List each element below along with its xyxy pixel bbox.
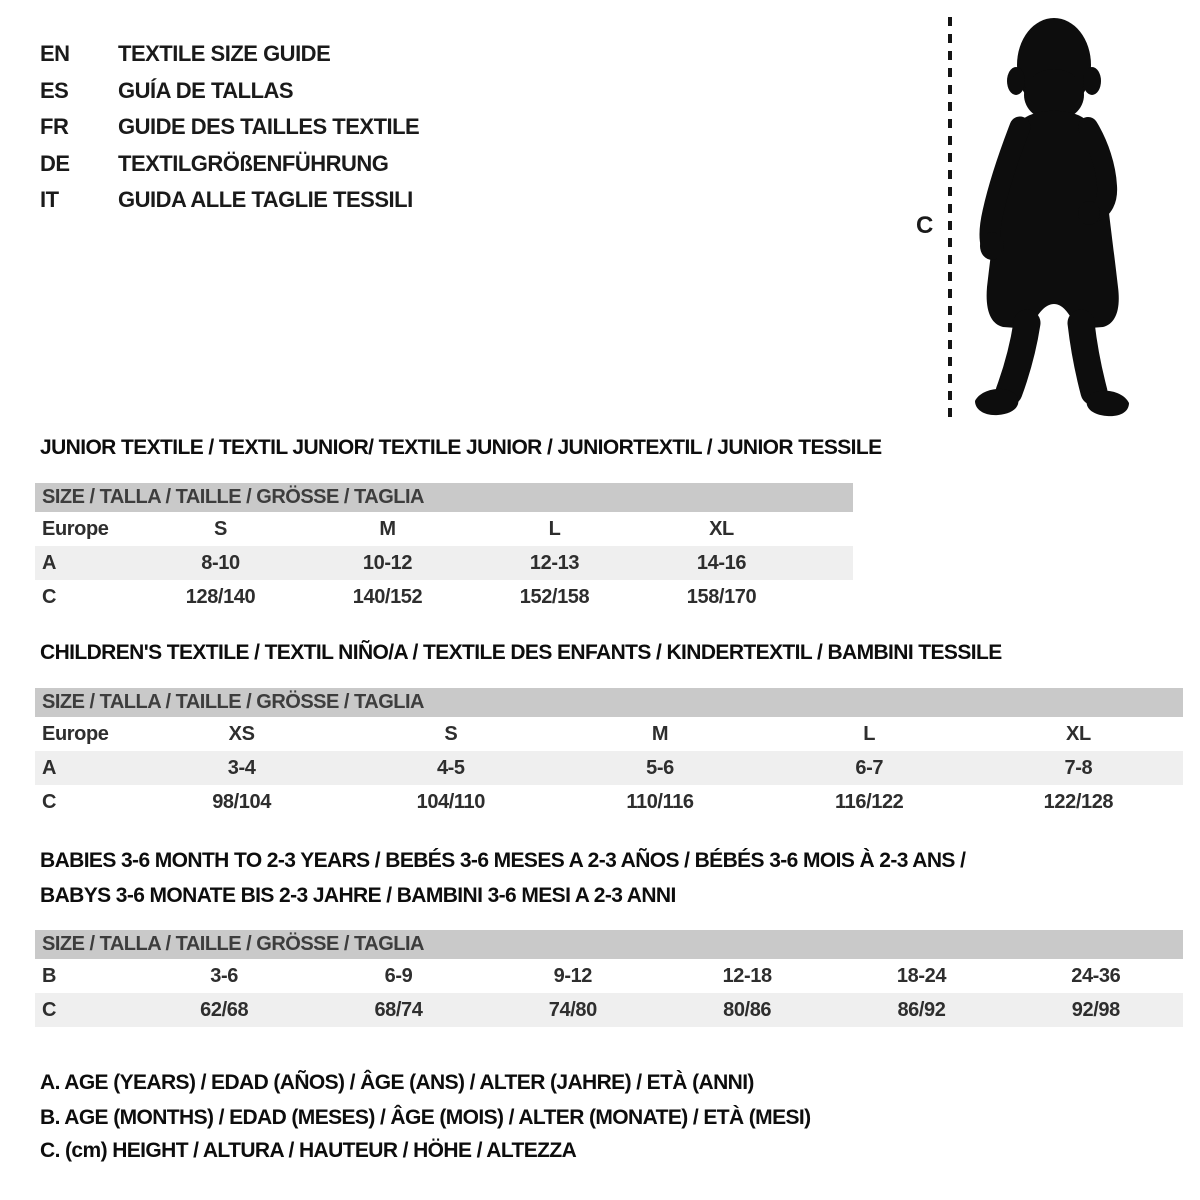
table-cell: 6-7 [855, 756, 884, 779]
language-row [40, 182, 419, 219]
table-cell: 116/122 [835, 790, 904, 813]
table-cell: 158/170 [686, 585, 757, 608]
table-row [35, 717, 1183, 751]
table-cell: 3-6 [210, 964, 239, 987]
table-cell: 152/158 [519, 585, 590, 608]
row-label: A [42, 756, 57, 779]
table-cell: 6-9 [384, 964, 413, 987]
row-label: Europe [42, 722, 109, 745]
language-code: ES [40, 77, 69, 103]
table-cell: 9-12 [553, 964, 593, 987]
row-label: B [42, 964, 57, 987]
language-title: GUIDE DES TAILLES TEXTILE [118, 114, 420, 140]
language-code: IT [40, 187, 59, 213]
table-cell: 110/116 [626, 790, 694, 813]
language-code: FR [40, 114, 69, 140]
table-cell: 24-36 [1071, 964, 1121, 987]
table-cell: M [651, 722, 669, 745]
table-cell: 92/98 [1071, 998, 1120, 1021]
junior-size-table [35, 483, 853, 614]
table-cell: 128/140 [185, 585, 256, 608]
table-cell: 86/92 [897, 998, 946, 1021]
language-title: GUÍA DE TALLAS [118, 77, 294, 103]
toddler-silhouette-icon [966, 15, 1138, 419]
language-title: GUIDA ALLE TAGLIE TESSILI [118, 187, 413, 213]
table-cell: 5-6 [646, 756, 674, 779]
table-cell: 12-18 [722, 964, 772, 987]
language-row [40, 146, 419, 183]
language-code: DE [40, 150, 70, 176]
table-cell: 7-8 [1064, 756, 1093, 779]
language-list [40, 36, 419, 219]
legend-age-months: B. AGE (MONTHS) / EDAD (MESES) / ÂGE (MOIS) / ALTER (MONATE) / ETÀ (MESI) [40, 1106, 811, 1129]
table-row [35, 546, 853, 580]
table-header: SIZE / TALLA / TAILLE / GRÖSSE / TAGLIA [35, 930, 1183, 959]
table-cell: 62/68 [200, 998, 249, 1021]
table-cell: 12-13 [529, 551, 580, 574]
row-label: A [42, 551, 57, 574]
babies-section-title-line1: BABIES 3-6 MONTH TO 2-3 YEARS / BEBÉS 3-6 MESES A 2-3 AÑOS / BÉBÉS 3-6 MOIS À 2-3 ANS / [40, 849, 966, 872]
table-cell: XL [709, 517, 734, 540]
table-row [35, 959, 1183, 993]
table-row [35, 580, 853, 614]
table-cell: L [548, 517, 561, 540]
babies-section-title-line2: BABYS 3-6 MONATE BIS 2-3 JAHRE / BAMBINI 3-6 MESI A 2-3 ANNI [40, 884, 676, 907]
table-cell: 80/86 [723, 998, 772, 1021]
language-title: TEXTILGRÖßENFÜHRUNG [118, 150, 389, 176]
table-row [35, 993, 1183, 1027]
table-cell: 98/104 [212, 790, 271, 813]
table-cell: 74/80 [548, 998, 597, 1021]
babies-size-table [35, 930, 1183, 1027]
table-cell: 104/110 [416, 790, 485, 813]
table-row [35, 751, 1183, 785]
children-section-title: CHILDREN'S TEXTILE / TEXTIL NIÑO/A / TEXTILE DES ENFANTS / KINDERTEXTIL / BAMBINI TESSILE [40, 641, 1002, 664]
legend-age-years: A. AGE (YEARS) / EDAD (AÑOS) / ÂGE (ANS) / ALTER (JAHRE) / ETÀ (ANNI) [40, 1071, 754, 1094]
table-cell: XS [228, 722, 255, 745]
language-code: EN [40, 41, 70, 67]
table-row [35, 512, 853, 546]
table-cell: 10-12 [362, 551, 413, 574]
row-label: Europe [42, 517, 109, 540]
table-cell: 14-16 [696, 551, 747, 574]
row-label: C [42, 585, 57, 608]
row-label: C [42, 998, 57, 1021]
row-label: C [42, 790, 57, 813]
language-row [40, 36, 419, 73]
language-row [40, 109, 419, 146]
table-cell: 122/128 [1043, 790, 1114, 813]
table-cell: 8-10 [201, 551, 240, 574]
table-cell: 18-24 [896, 964, 947, 987]
table-cell: S [214, 517, 227, 540]
table-cell: M [379, 517, 396, 540]
table-cell: L [863, 722, 876, 745]
table-cell: 140/152 [352, 585, 423, 608]
children-size-table [35, 688, 1183, 819]
height-measure-label: C [916, 212, 934, 239]
language-title: TEXTILE SIZE GUIDE [118, 41, 331, 67]
table-cell: S [444, 722, 458, 745]
table-cell: 4-5 [436, 756, 465, 779]
table-cell: XL [1066, 722, 1091, 745]
legend-height-cm: C. (cm) HEIGHT / ALTURA / HAUTEUR / HÖHE / ALTEZZA [40, 1139, 577, 1162]
table-cell: 68/74 [374, 998, 423, 1021]
height-measure-dashed-line [948, 17, 952, 417]
table-header: SIZE / TALLA / TAILLE / GRÖSSE / TAGLIA [35, 483, 853, 512]
table-header: SIZE / TALLA / TAILLE / GRÖSSE / TAGLIA [35, 688, 1183, 717]
table-row [35, 785, 1183, 819]
junior-section-title: JUNIOR TEXTILE / TEXTIL JUNIOR/ TEXTILE JUNIOR / JUNIORTEXTIL / JUNIOR TESSILE [40, 436, 882, 459]
language-row [40, 73, 419, 110]
table-cell: 3-4 [227, 756, 256, 779]
